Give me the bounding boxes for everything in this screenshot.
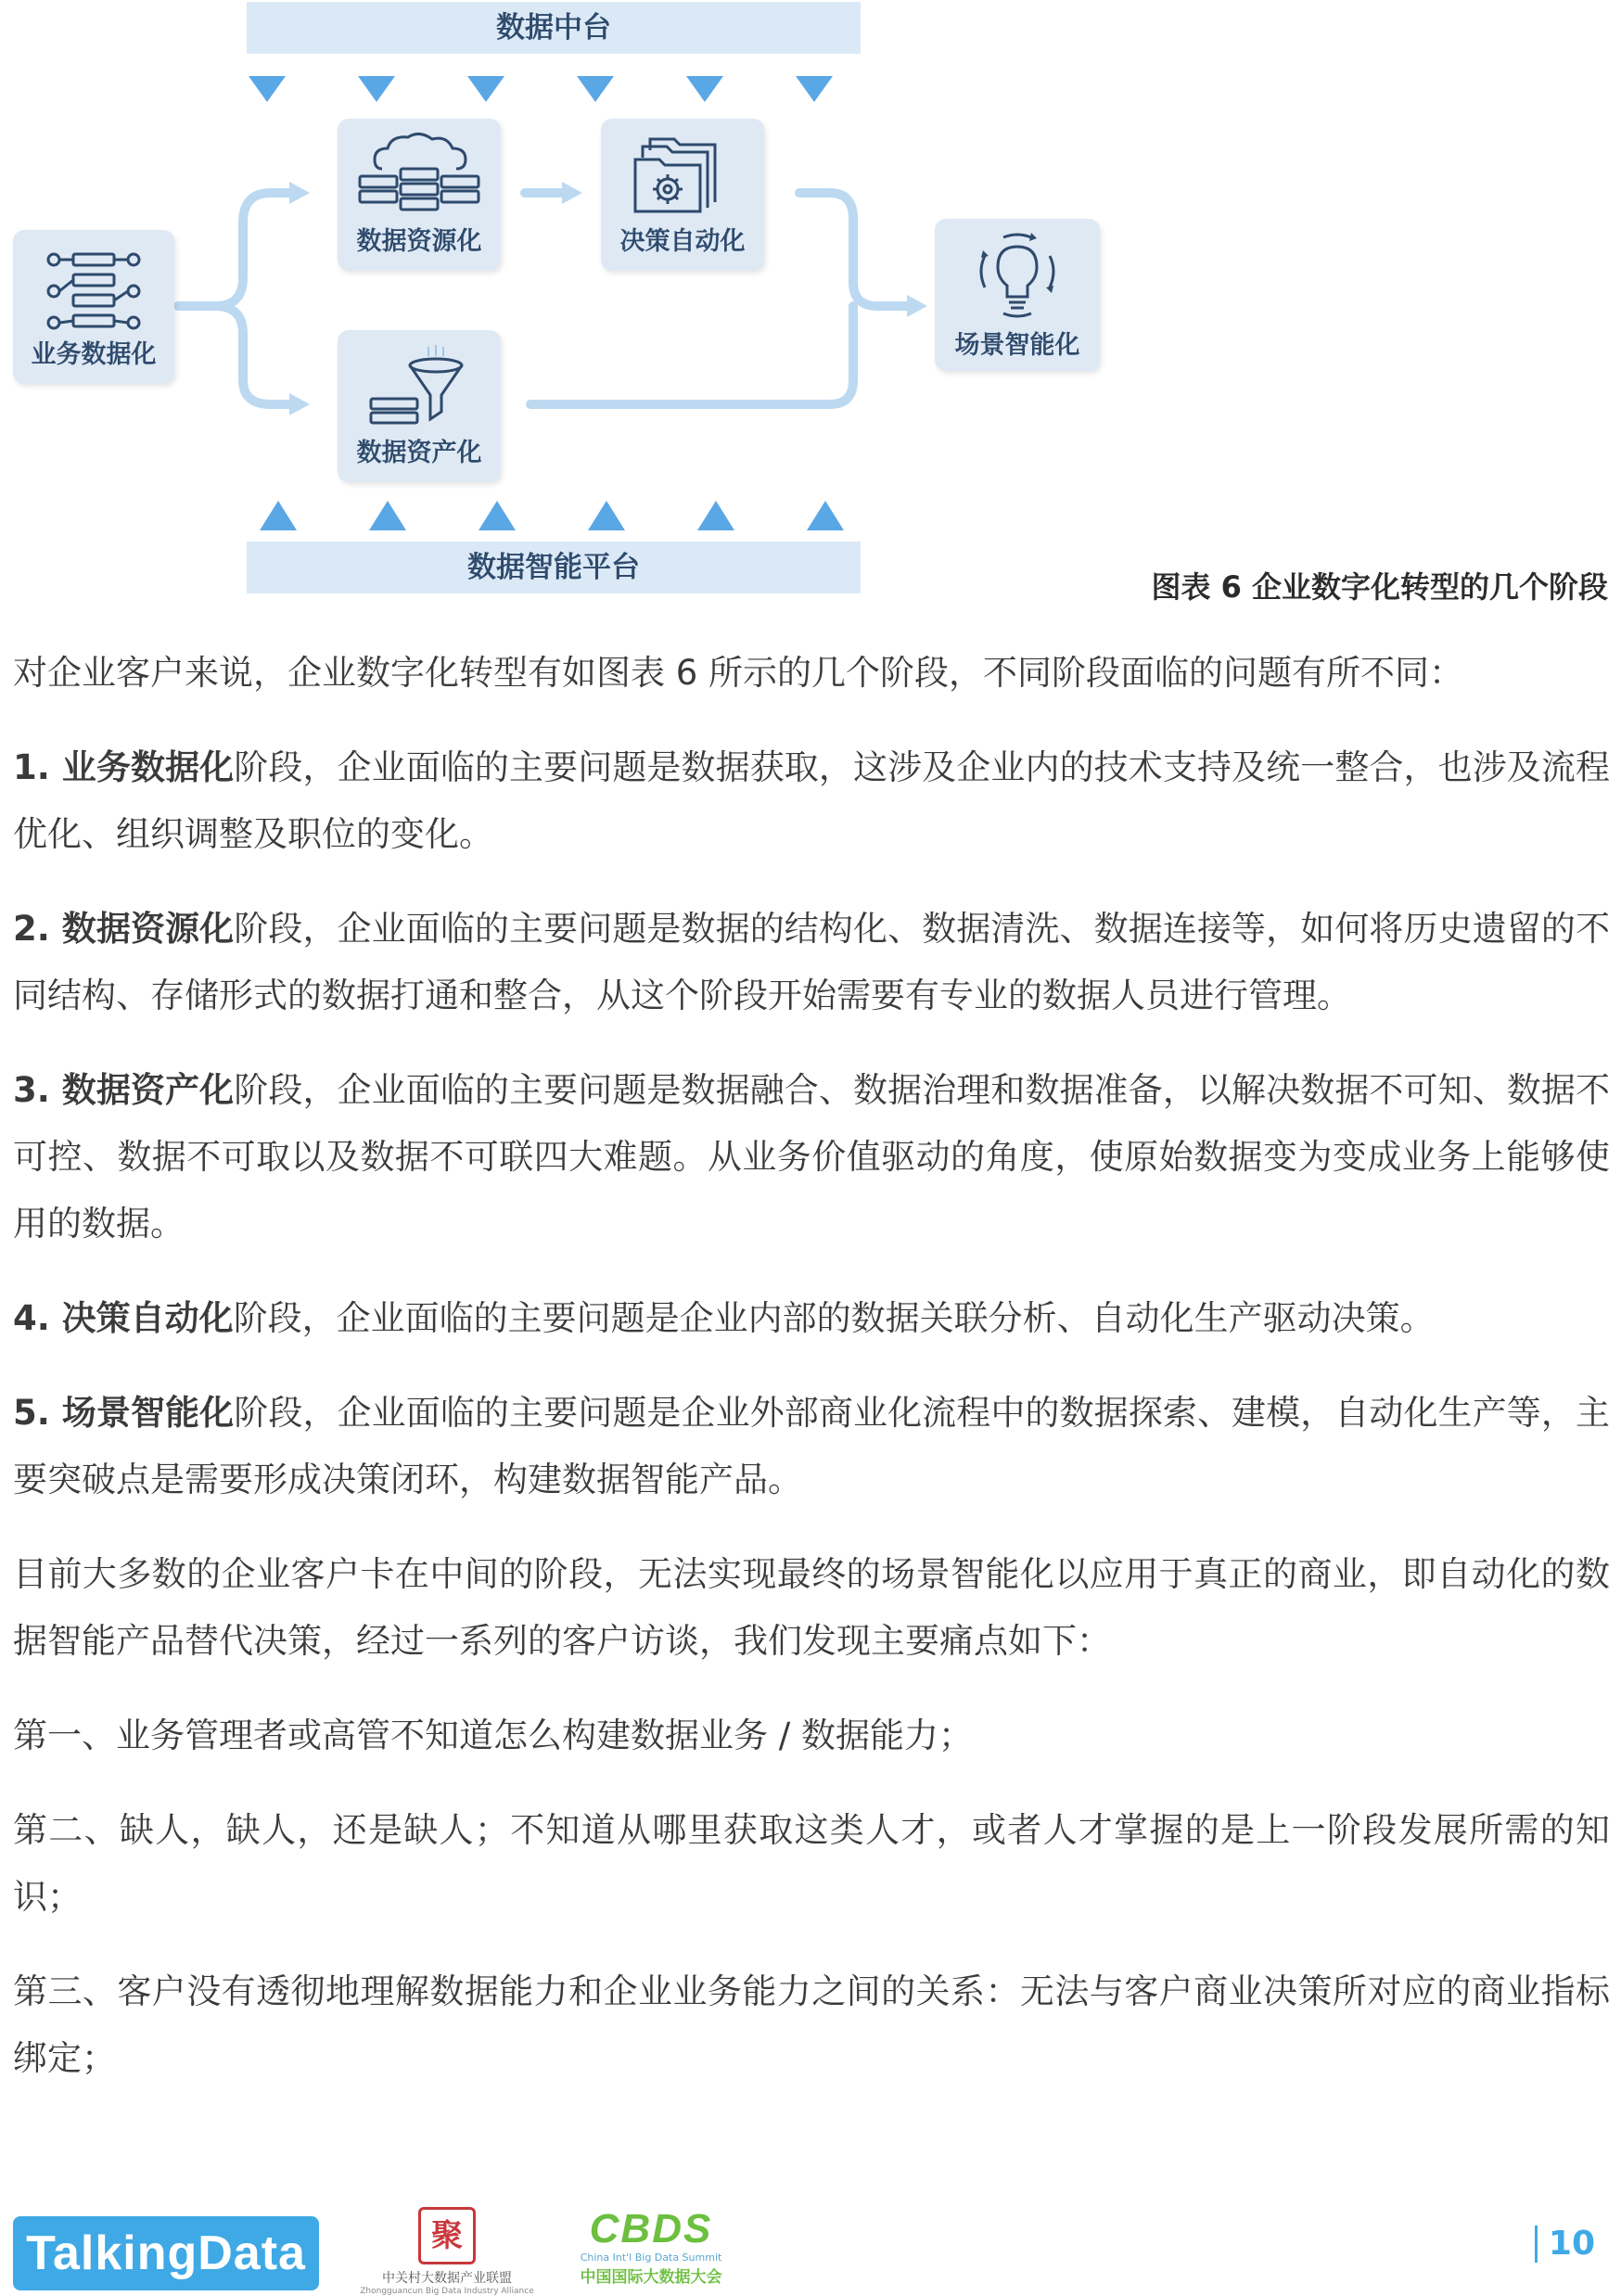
cbds-chinese-name: 中国国际大数据大会 xyxy=(580,2268,722,2287)
stage-1-text: 阶段，企业面临的主要问题是数据获取，这涉及企业内的技术支持及统一整合，也涉及流程优化、组织调整及职位的变化。 xyxy=(13,747,1611,854)
stage-data-resource xyxy=(338,119,501,271)
stage-decision-automation xyxy=(601,119,764,271)
paragraph-intro: 对企业客户来说，企业数字化转型有如图表 6 所示的几个阶段，不同阶段面临的问题有所不同： xyxy=(13,653,1464,693)
down-arrows xyxy=(249,76,833,102)
lightbulb-icon xyxy=(966,230,1068,319)
paragraph-pain-point-2: 第二、缺人，缺人，还是缺人；不知道从哪里获取这类人才，或者人才掌握的是上一阶段发展所需的知识； xyxy=(13,1810,1610,1917)
stage-diagram xyxy=(0,0,1621,603)
cbds-wordmark: CBDS xyxy=(589,2206,713,2251)
paragraph-stage-5 xyxy=(13,1380,1610,1513)
article-body xyxy=(13,640,1610,2120)
folder-gear-icon xyxy=(632,132,734,217)
funnel-icon xyxy=(364,345,475,430)
zgc-english-name: Zhongguancun Big Data Industry Alliance xyxy=(360,2287,534,2296)
stage-2-heading: 2. 数据资源化 xyxy=(13,909,235,949)
stage-3-text: 阶段，企业面临的主要问题是数据融合、数据治理和数据准备，以解决数据不可知、数据不可控、数据不可取以及数据不可联四大难题。从业务价值驱动的角度，使原始数据变为变成业务上能够使用的数据。 xyxy=(13,1070,1611,1244)
stage-5-text: 阶段，企业面临的主要问题是企业外部商业化流程中的数据探索、建模，自动化生产等，主要突破点是需要形成决策闭环，构建数据智能产品。 xyxy=(13,1393,1611,1499)
cbds-logo xyxy=(568,2207,734,2292)
page-footer xyxy=(0,2198,1621,2294)
bottom-bar: 数据智能平台 xyxy=(247,542,861,593)
paragraph-stage-4 xyxy=(13,1285,1610,1352)
stage-label-decision: 决策自动化 xyxy=(619,227,746,256)
cloud-server-icon xyxy=(354,132,484,217)
stage-1-heading: 1. 业务数据化 xyxy=(13,747,235,787)
flow-lines xyxy=(178,193,911,404)
stage-data-asset xyxy=(338,330,501,482)
up-arrows xyxy=(260,501,844,530)
stage-label-business: 业务数据化 xyxy=(31,340,157,369)
data-network-icon xyxy=(43,249,145,334)
paragraph-stage-2 xyxy=(13,896,1610,1029)
stage-4-heading: 4. 决策自动化 xyxy=(13,1298,234,1338)
paragraph-stage-1 xyxy=(13,734,1610,868)
stage-4-text: 阶段，企业面临的主要问题是企业内部的数据关联分析、自动化生产驱动决策。 xyxy=(233,1298,1435,1338)
paragraph-stage-3 xyxy=(13,1057,1610,1257)
stage-label-scene: 场景智能化 xyxy=(954,331,1080,360)
diagram-connectors xyxy=(0,0,1621,603)
stage-label-asset: 数据资产化 xyxy=(356,439,482,467)
paragraph-current-state: 目前大多数的企业客户卡在中间的阶段，无法实现最终的场景智能化以应用于真正的商业，即自动化的数据智能产品替代决策，经过一系列的客户访谈，我们发现主要痛点如下： xyxy=(13,1554,1610,1661)
page-number: 10 xyxy=(1535,2226,1595,2263)
stage-3-heading: 3. 数据资产化 xyxy=(13,1070,235,1110)
stage-5-heading: 5. 场景智能化 xyxy=(13,1393,235,1433)
zgc-seal-icon: 聚 xyxy=(418,2207,476,2264)
paragraph-pain-point-1: 第一、业务管理者或高管不知道怎么构建数据业务 / 数据能力； xyxy=(13,1716,973,1755)
zgc-alliance-logo xyxy=(349,2207,545,2296)
zgc-name: 中关村大数据产业联盟 xyxy=(382,2271,512,2286)
stage-label-resource: 数据资源化 xyxy=(356,227,482,256)
paragraph-pain-point-3: 第三、客户没有透彻地理解数据能力和企业业务能力之间的关系：无法与客户商业决策所对应的商业指标绑定； xyxy=(13,1971,1610,2078)
figure-caption: 图表 6 企业数字化转型的几个阶段 xyxy=(1151,569,1608,605)
stage-scene-intelligence xyxy=(935,219,1100,371)
stage-business-digitization xyxy=(13,230,174,384)
talkingdata-logo: TalkingData xyxy=(13,2216,319,2290)
stage-2-text: 阶段，企业面临的主要问题是数据的结构化、数据清洗、数据连接等，如何将历史遗留的不同结构、存储形式的数据打通和整合，从这个阶段开始需要有专业的数据人员进行管理。 xyxy=(13,909,1611,1015)
top-bar: 数据中台 xyxy=(247,2,861,54)
cbds-english-name: China Int'l Big Data Summit xyxy=(580,2251,722,2264)
